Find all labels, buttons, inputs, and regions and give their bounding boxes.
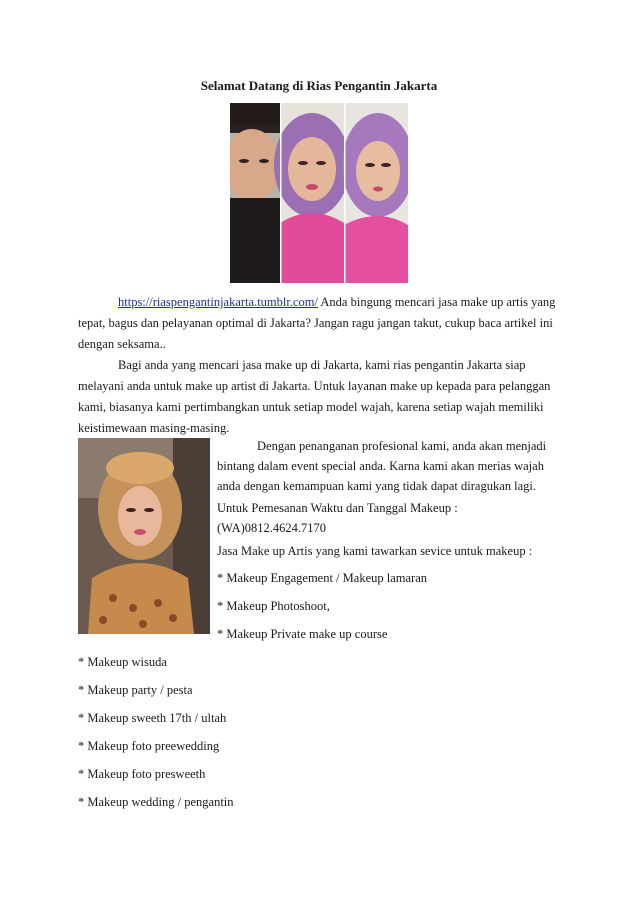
before-after-photo-art	[230, 103, 408, 283]
service-item: * Makeup sweeth 17th / ultah	[78, 711, 227, 725]
service-item: * Makeup foto preewedding	[78, 739, 220, 753]
order-line-1: Untuk Pemesanan Waktu dan Tanggal Makeup :	[217, 501, 458, 515]
service-item: * Makeup Engagement / Makeup lamaran	[217, 571, 427, 585]
tumblr-link[interactable]: https://riaspengantinjakarta.tumblr.com/	[118, 295, 318, 309]
service-item: * Makeup Photoshoot,	[217, 599, 330, 613]
paragraph-2: Bagi anda yang mencari jasa make up di Jakarta, kami rias pengantin Jakarta siap melayani anda untuk make up artist di Jakarta. Untuk layanan make up kepada para pelanggan kami, biasanya kami pertimbangkan untuk setiap model wajah, karena setiap wajah memiliki keistimewaan masing-masing.	[78, 358, 551, 435]
bride-photo	[78, 438, 210, 634]
service-item: * Makeup Private make up course	[217, 627, 388, 641]
service-item: * Makeup wisuda	[78, 655, 167, 669]
intro-paragraph	[78, 292, 560, 355]
whatsapp-number: (WA)0812.4624.7170	[217, 521, 327, 535]
service-item: * Makeup party / pesta	[78, 683, 193, 697]
service-item: * Makeup wedding / pengantin	[78, 795, 234, 809]
before-after-photo	[230, 103, 408, 283]
order-info	[217, 498, 559, 538]
page-title: Selamat Datang di Rias Pengantin Jakarta	[200, 78, 438, 93]
services-intro: Jasa Make up Artis yang kami tawarkan sevice untuk makeup :	[217, 544, 533, 558]
bride-photo-art	[78, 438, 210, 634]
service-item: * Makeup foto presweeth	[78, 767, 206, 781]
intro-text: Anda bingung mencari jasa make up artis yang tepat, bagus dan pelayanan optimal di Jakarta? Jangan ragu jangan takut, cukup baca artikel ini dengan seksama..	[78, 295, 556, 351]
paragraph-3: Dengan penanganan profesional kami, anda akan menjadi bintang dalam event special anda. Karna kami akan merias wajah anda dengan kemampuan kami yang tidak dapat diragukan lagi.	[217, 439, 547, 493]
